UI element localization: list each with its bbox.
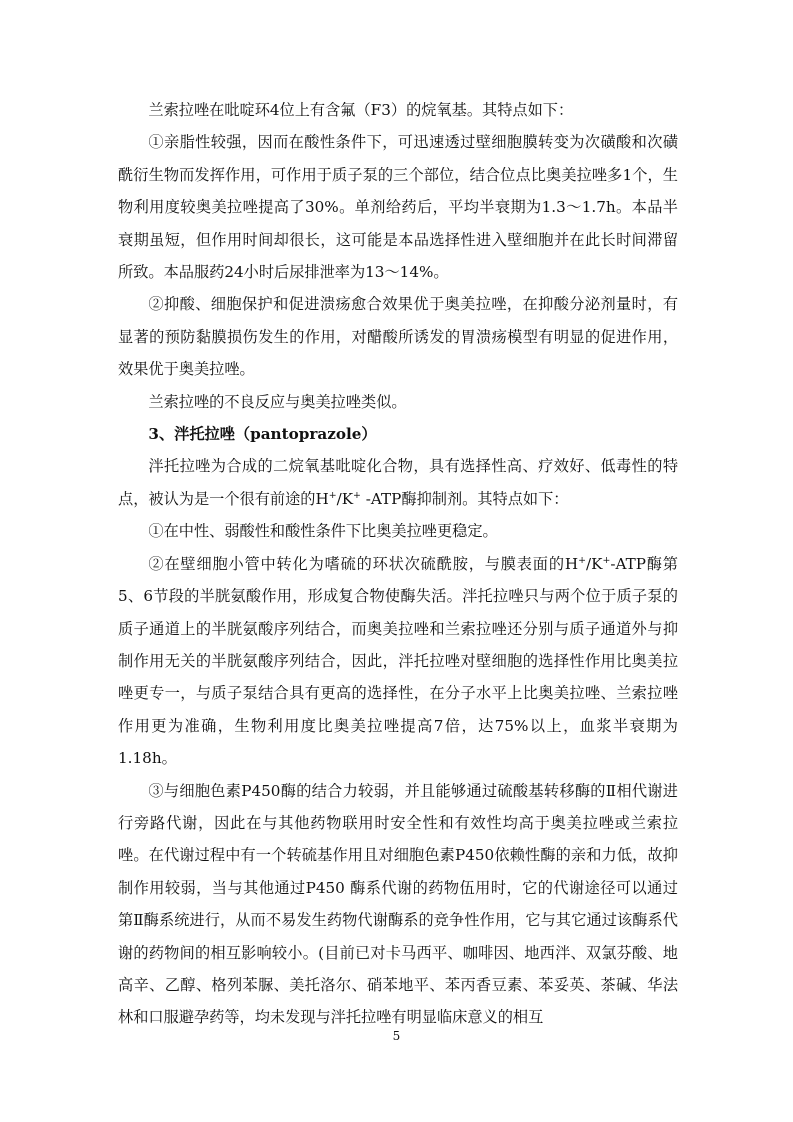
superscript: + (328, 489, 337, 501)
body-text (118, 94, 678, 1034)
text-segment: /K (585, 554, 603, 573)
text-segment: ②在壁细胞小管中转化为嗜硫的环状次硫酰胺，与膜表面的H (148, 554, 579, 573)
paragraph-metabolism: ③与细胞色素P450酶的结合力较弱，并且能够通过硫酸基转移酶的Ⅱ相代谢进行旁路代谢，因此在与其他药物联用时安全性和有效性均高于奥美拉唑或兰索拉唑。在代谢过程中有一个转硫基作用且对细胞色素P450依赖性酶的亲和力低，故抑制作用较弱，当与其他通过P450 酶系代谢的药物伍用时，它的代谢途径可以通过第Ⅱ酶系统进行，从而不易发生药物代谢酶系的竞争性作用，它与其它通过该酶系代谢的药物间的相互影响较小。(目前已对卡马西平、咖啡因、地西泮、双氯芬酸、地高辛、乙醇、格列苯脲、美托洛尔、硝苯地平、苯丙香豆素、苯妥英、茶碱、华法林和口服避孕药等，均未发现与泮托拉唑有明显临床意义的相互 (118, 781, 678, 1027)
paragraph-adverse-reactions: 兰索拉唑的不良反应与奥美拉唑类似。 (148, 392, 407, 411)
text-segment: -ATP酶抑制剂。其特点如下： (360, 489, 569, 508)
superscript: + (353, 489, 361, 501)
paragraph-pantoprazole-intro (118, 450, 678, 515)
paragraph-lansoprazole-intro: 兰索拉唑在吡啶环4位上有含氟（F3）的烷氧基。其特点如下： (148, 101, 574, 119)
section-heading: 3、泮托拉唑（pantoprazole） (148, 425, 377, 444)
text-segment: -ATP酶第5、6节段的半胱氨酸作用，形成复合物使酶失活。泮托拉唑只与两个位于质子泵的质子通道上的半胱氨酸序列结合，而奥美拉唑和兰索拉唑还分别与质子通道外与抑制作用无关的半胱氨酸序列结合，因此，泮托拉唑对壁细胞的选择性作用比奥美拉唑更专一，与质子泵结合具有更高的选择性，在分子水平上比奥美拉唑、兰索拉唑作用更为准确，生物利用度比奥美拉唑提高7倍，达75%以上，血浆半衰期为1.18h。 (118, 554, 678, 768)
paragraph-point-2: ②抑酸、细胞保护和促进溃疡愈合效果优于奥美拉唑，在抑酸分泌剂量时，有显著的预防黏膜损伤发生的作用，对醋酸所诱发的胃溃疡模型有明显的促进作用，效果优于奥美拉唑。 (118, 295, 678, 379)
text-segment: /K (336, 489, 354, 508)
paragraph-stability: ①在中性、弱酸性和酸性条件下比奥美拉唑更稳定。 (148, 522, 498, 541)
paragraph-point-1: ①亲脂性较强，因而在酸性条件下，可迅速透过壁细胞膜转变为次磺酸和次磺酰衍生物而发挥作用，可作用于质子泵的三个部位，结合位点比奥美拉唑多1个，生物利用度较奥美拉唑提高了30%。单剂给药后，平均半衰期为1.3～1.7h。本品半衰期虽短，但作用时间却很长，这可能是本品选择性进入壁细胞并在此长时间滞留所致。本品服药24小时后尿排泄率为13～14%。 (118, 133, 678, 282)
page-number: 5 (392, 1029, 401, 1043)
text-segment: 泮托拉唑为合成的二烷氧基吡啶化合物，具有选择性高、疗效好、低毒性的特点，被认为是一个很有前途的H (118, 457, 678, 508)
superscript: + (602, 554, 611, 566)
superscript: + (578, 554, 586, 566)
paragraph-mechanism (118, 548, 678, 775)
